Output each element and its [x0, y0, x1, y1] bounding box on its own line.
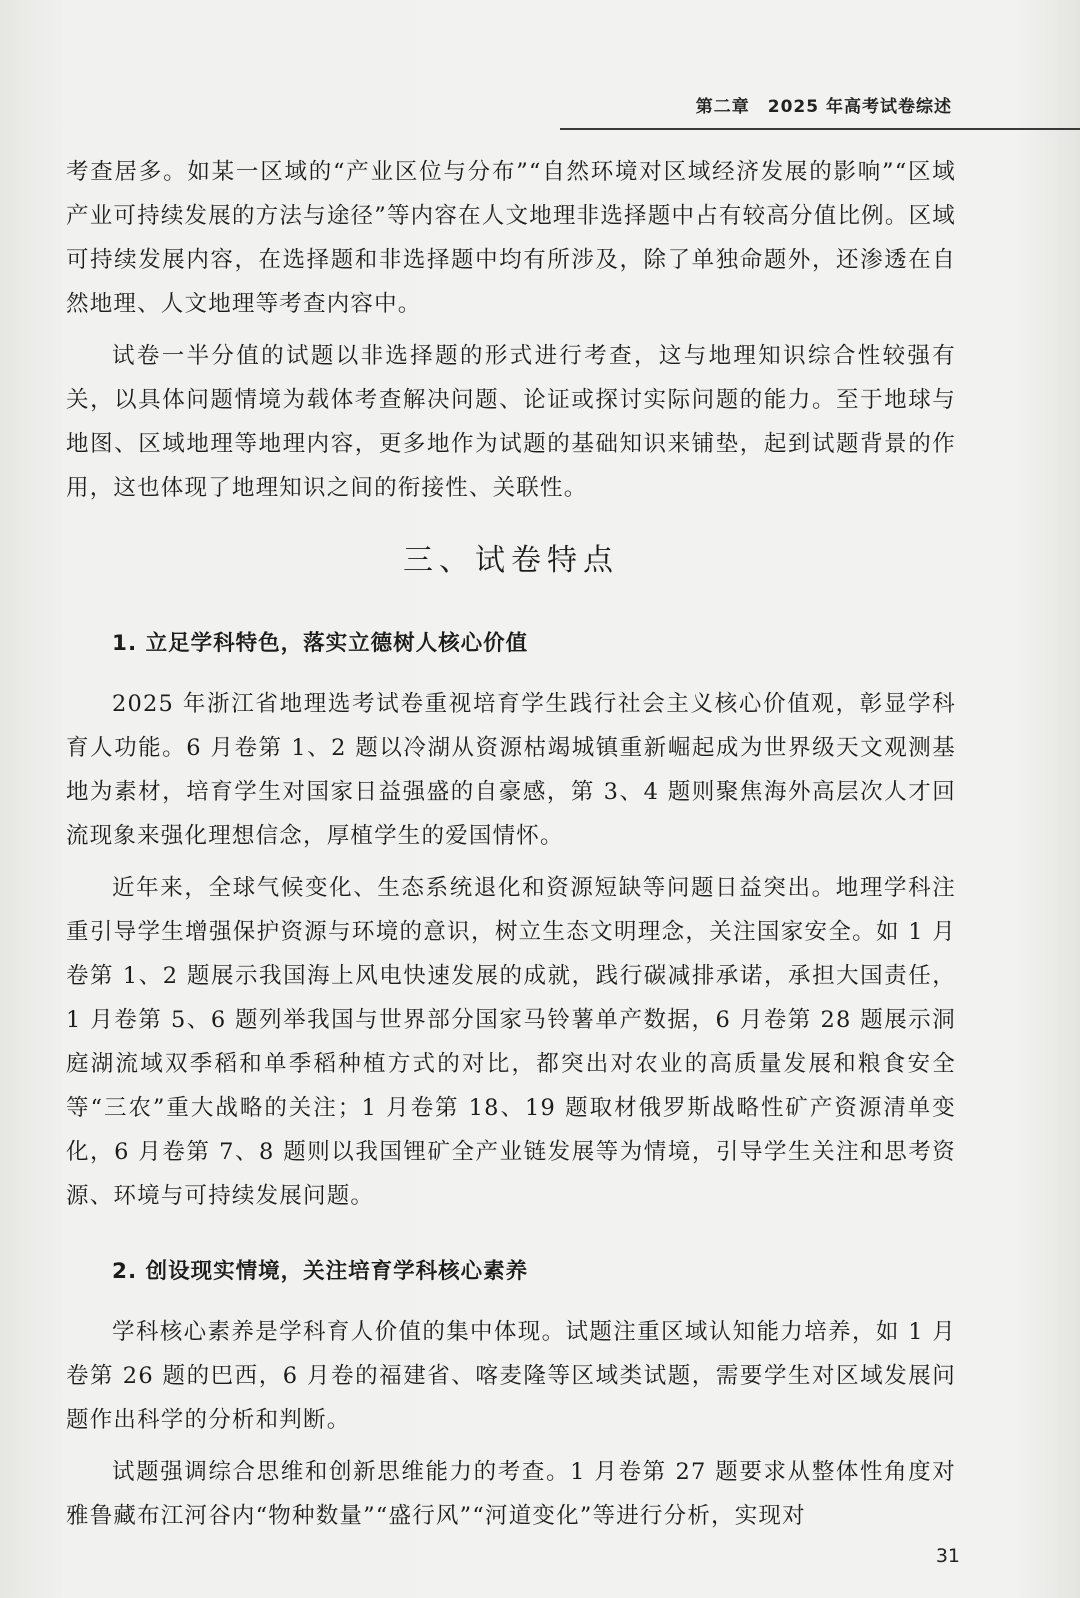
- sub-heading: 2. 创设现实情境，关注培育学科核心素养: [112, 1259, 529, 1284]
- paragraph: 近年来，全球气候变化、生态系统退化和资源短缺等问题日益突出。地理学科注重引导学生增强保护资源与环境的意识，树立生态文明理念，关注国家安全。如 1 月卷第 1、2 题展示我国海上风电快速发展的成就，践行碳减排承诺，承担大国责任，1 月卷第 5、6 题列举我国与世界部分国家马铃薯单产数据，6 月卷第 28 题展示洞庭湖流域双季稻和单季稻种植方式的对比，都突出对农业的高质量发展和粮食安全等“三农”重大战略的关注；1 月卷第 18、19 题取材俄罗斯战略性矿产资源清单变化，6 月卷第 7、8 题则以我国锂矿全产业链发展等为情境，引导学生关注和思考资源、环境与可持续发展问题。: [66, 875, 956, 1209]
- header-rule: [560, 128, 1080, 130]
- paragraph: 试题强调综合思维和创新思维能力的考查。1 月卷第 27 题要求从整体性角度对雅鲁藏布江河谷内“物种数量”“盛行风”“河道变化”等进行分析，实现对: [66, 1459, 956, 1529]
- paragraph: 2025 年浙江省地理选考试卷重视培育学生践行社会主义核心价值观，彰显学科育人功能。6 月卷第 1、2 题以冷湖从资源枯竭城镇重新崛起成为世界级天文观测基地为素材，培育学生对国家日益强盛的自豪感，第 3、4 题则聚焦海外高层次人才回流现象来强化理想信念，厚植学生的爱国情怀。: [66, 691, 956, 849]
- paragraph: 试卷一半分值的试题以非选择题的形式进行考查，这与地理知识综合性较强有关，以具体问题情境为载体考查解决问题、论证或探讨实际问题的能力。至于地球与地图、区域地理等地理内容，更多地作为试题的基础知识来铺垫，起到试题背景的作用，这也体现了地理知识之间的衔接性、关联性。: [66, 343, 956, 501]
- section-title: 三、试卷特点: [403, 543, 619, 578]
- page-number: 31: [935, 1545, 960, 1567]
- chapter-title: 第二章 2025 年高考试卷综述: [695, 97, 952, 117]
- page-content: [66, 150, 956, 1538]
- sub-heading: 1. 立足学科特色，落实立德树人核心价值: [112, 631, 529, 656]
- running-header: [560, 86, 1080, 130]
- paragraph: 考查居多。如某一区域的“产业区位与分布”“自然环境对区域经济发展的影响”“区域产业可持续发展的方法与途径”等内容在人文地理非选择题中占有较高分值比例。区域可持续发展内容，在选择题和非选择题中均有所涉及，除了单独命题外，还渗透在自然地理、人文地理等考查内容中。: [66, 159, 956, 317]
- paragraph: 学科核心素养是学科育人价值的集中体现。试题注重区域认知能力培养，如 1 月卷第 26 题的巴西，6 月卷的福建省、喀麦隆等区域类试题，需要学生对区域发展问题作出科学的分析和判断。: [66, 1319, 956, 1433]
